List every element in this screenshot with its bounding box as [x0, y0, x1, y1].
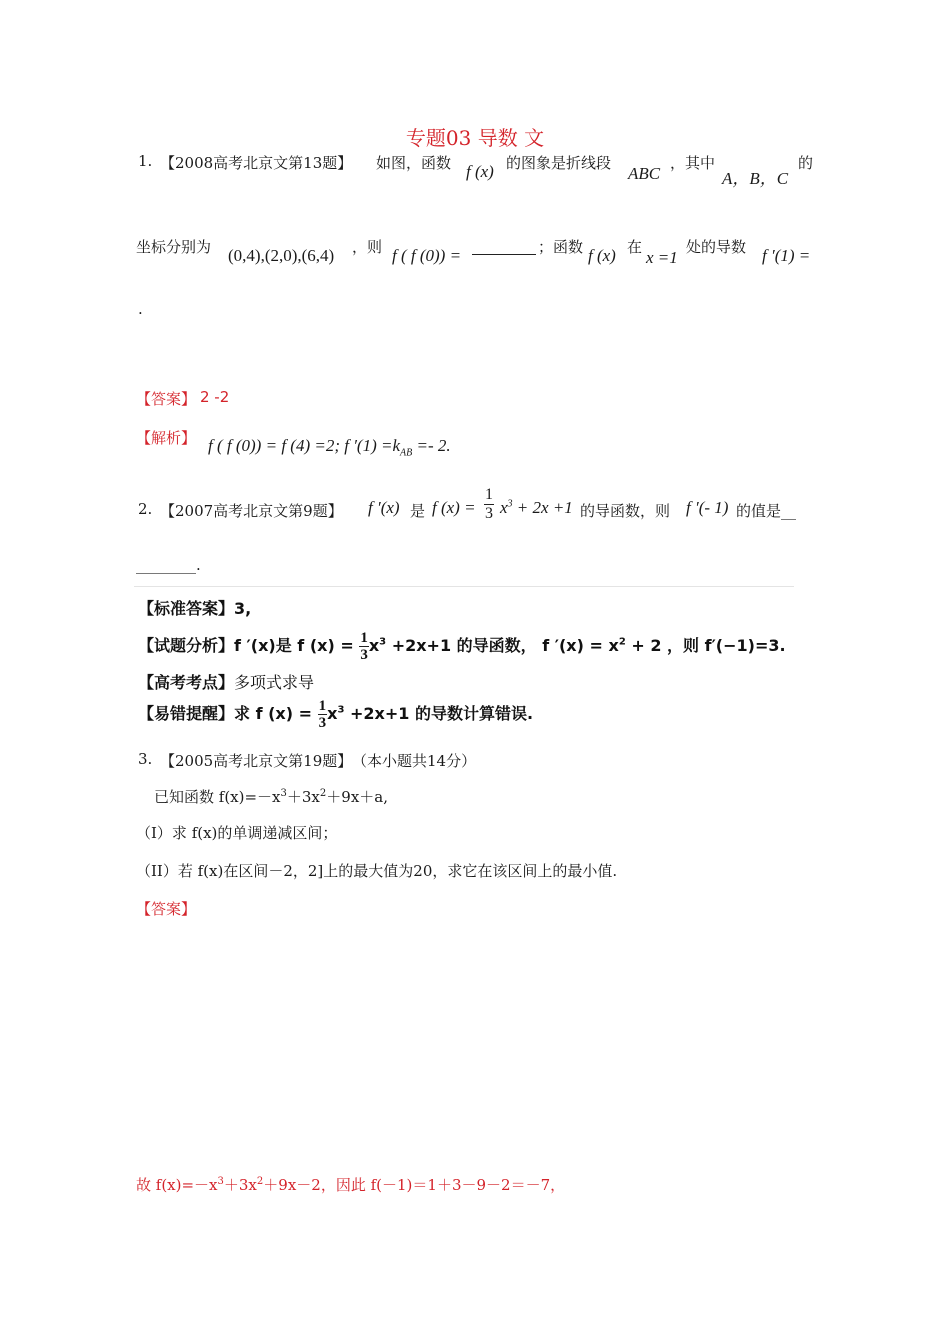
- q1-text-b: 的图象是折线段: [506, 154, 612, 172]
- q2-line2: ________.: [136, 556, 201, 574]
- q1-expr1: f ( f (0)) =: [392, 246, 462, 265]
- q3-number: 3.: [138, 750, 153, 768]
- q3-source: 【2005高考北京文第19题】: [160, 752, 353, 770]
- q1-fprime: f ′(1) =: [762, 246, 811, 265]
- q1-abc: ABC: [628, 164, 661, 183]
- q3-bottom-line: 故 $f(x)=-x^3+3x^2+9x-2$，因此 f(－1)＝1＋3－9－2＝－7，: [136, 1176, 566, 1194]
- q3-points: （本小题共14分）: [352, 752, 477, 770]
- q2-text-a: 是: [410, 502, 426, 520]
- q3-part1: （I）求 f(x)的单调递减区间；: [136, 824, 338, 842]
- q2-source: 【2007高考北京文第9题】: [160, 502, 343, 520]
- q2-f-eq: f (x) =: [432, 498, 476, 517]
- q2-number: 2.: [138, 500, 153, 518]
- q1-line2-a: 坐标分别为: [136, 238, 212, 256]
- box-line-analysis: 【试题分析】f ′(x)是 f (x) = $\frac{1}{3}$ $x^3 +2x+1$ 的导函数， f $'(x) = x^2 + 2$ ，则 f′(−1)=3.: [138, 630, 786, 663]
- q1-points: A，B，C: [722, 169, 789, 188]
- q2-fprime-x: f ′(x): [368, 498, 400, 517]
- q1-answer-label: 【答案】: [136, 390, 197, 408]
- q1-x1: x =1: [646, 248, 678, 267]
- box-line-standard-answer: 【标准答案】3,: [138, 599, 252, 618]
- box-line-error-reminder: 【易错提醒】求 f (x) = $\frac{1}{3}$ $x^3 +2x+1$ 的导数计算错误.: [138, 698, 534, 731]
- q1-fx2: f (x): [588, 246, 616, 265]
- page-title: 专题03 导数 文: [405, 126, 545, 150]
- q2-text-c: 的值是__: [736, 502, 797, 520]
- q1-text-c: ，其中: [670, 154, 716, 172]
- q2-fprime-m1: f ′(- 1): [686, 498, 729, 517]
- box-divider: [134, 586, 794, 587]
- q1-line2-c: ；函数: [538, 238, 584, 256]
- q1-line2-b: ，则: [352, 238, 383, 256]
- q1-source: 【2008高考北京文第13题】: [160, 154, 353, 172]
- q1-blank-1: [472, 254, 536, 255]
- q3-given: 已知函数 $f(x)=-x^3+3x^2+9x+a$,: [154, 788, 388, 806]
- q1-analysis-label: 【解析】: [136, 429, 197, 447]
- box-line-exam-point: 【高考考点】多项式求导: [138, 673, 315, 692]
- q2-polynomial: $x^3 + 2x +1$: [500, 498, 573, 517]
- q1-line2-d: 在: [627, 238, 643, 256]
- q1-line2-e: 处的导数: [686, 238, 747, 256]
- q1-text-d: 的: [798, 154, 814, 172]
- q1-line3: .: [138, 300, 143, 318]
- q1-coords: (0,4),(2,0),(6,4): [228, 246, 335, 265]
- q2-answer-box: [134, 586, 794, 732]
- q1-analysis: f ( f (0)) = f (4) =2; f $'(1) =k_{AB} =- 2$.: [208, 436, 451, 459]
- q3-part2: （II）若 f(x)在区间－2，2]上的最大值为20，求它在该区间上的最小值.: [136, 862, 618, 880]
- q2-fraction: $\frac{1}{3}$: [485, 486, 493, 522]
- q3-answer-label: 【答案】: [136, 900, 197, 918]
- q1-text-a: 如图，函数: [376, 154, 452, 172]
- q2-text-b: 的导函数，则: [580, 502, 671, 520]
- q1-number: 1.: [138, 152, 153, 170]
- q1-answer: 2 -2: [200, 388, 230, 406]
- q1-fx: f (x): [466, 162, 494, 181]
